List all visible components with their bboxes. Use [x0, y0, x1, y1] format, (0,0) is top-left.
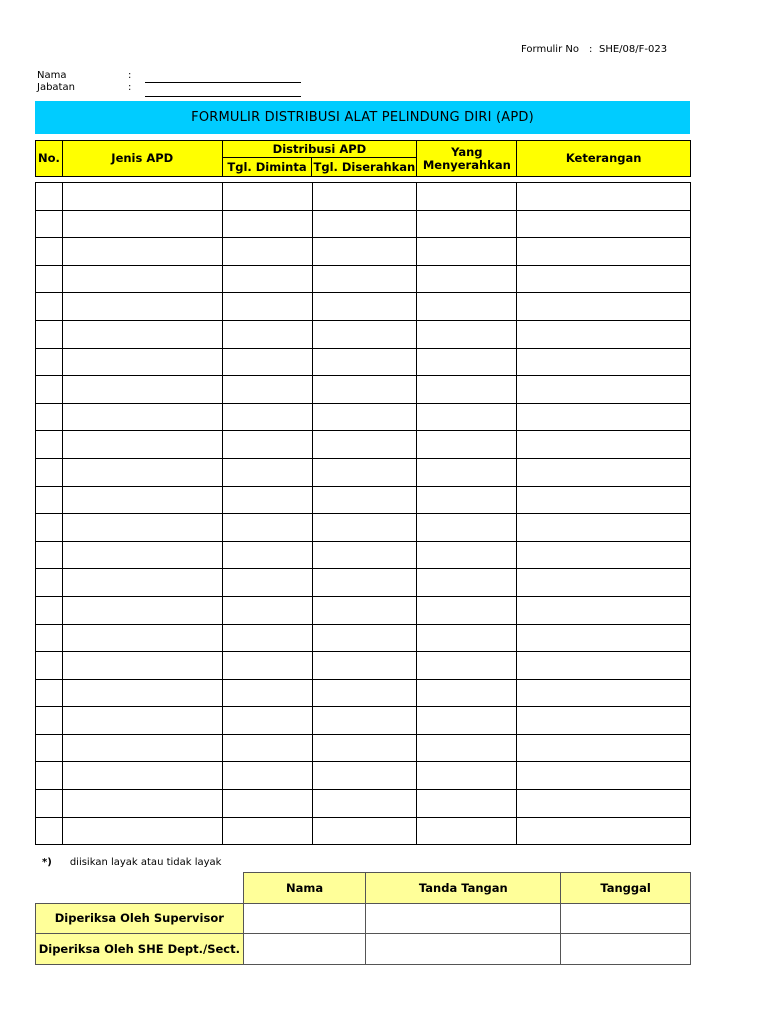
cell-no[interactable] [36, 652, 63, 680]
table-row [36, 679, 691, 707]
cell-tgl-diminta[interactable] [222, 596, 312, 624]
cell-no[interactable] [36, 376, 63, 404]
table-row [36, 817, 691, 845]
cell-tgl-diminta[interactable] [222, 210, 312, 238]
cell-tgl-diminta[interactable] [222, 293, 312, 321]
cell-tgl-diserahkan[interactable] [312, 679, 417, 707]
cell-yang-menyerahkan[interactable] [417, 817, 517, 845]
distribution-table-header [35, 140, 691, 177]
cell-jenis-apd[interactable] [62, 679, 222, 707]
cell-yang-menyerahkan[interactable] [417, 541, 517, 569]
table-row [36, 238, 691, 266]
cell-tgl-diminta[interactable] [222, 652, 312, 680]
cell-tgl-diserahkan[interactable] [312, 652, 417, 680]
cell-no[interactable] [36, 458, 63, 486]
header-jenis-apd: Jenis APD [62, 141, 222, 177]
cell-tgl-diserahkan[interactable] [312, 569, 417, 597]
cell-tgl-diserahkan[interactable] [312, 238, 417, 266]
cell-yang-menyerahkan[interactable] [417, 210, 517, 238]
cell-yang-menyerahkan[interactable] [417, 183, 517, 211]
cell-tgl-diserahkan[interactable] [312, 541, 417, 569]
cell-keterangan[interactable] [517, 265, 691, 293]
table-row [36, 210, 691, 238]
cell-no[interactable] [36, 293, 63, 321]
cell-yang-menyerahkan[interactable] [417, 734, 517, 762]
cell-yang-menyerahkan[interactable] [417, 320, 517, 348]
cell-tgl-diminta[interactable] [222, 790, 312, 818]
cell-tgl-diserahkan[interactable] [312, 734, 417, 762]
table-row [36, 458, 691, 486]
header-no: No. [36, 141, 63, 177]
table-row [36, 569, 691, 597]
cell-tgl-diserahkan[interactable] [312, 183, 417, 211]
cell-tgl-diserahkan[interactable] [312, 403, 417, 431]
cell-keterangan[interactable] [517, 679, 691, 707]
footnote-marker: *) [42, 857, 52, 868]
cell-tgl-diminta[interactable] [222, 762, 312, 790]
cell-yang-menyerahkan[interactable] [417, 679, 517, 707]
header-distribusi-apd: Distribusi APD [222, 141, 417, 158]
she-nama-cell[interactable] [243, 934, 366, 965]
cell-jenis-apd[interactable] [62, 707, 222, 735]
cell-tgl-diminta[interactable] [222, 817, 312, 845]
cell-keterangan[interactable] [517, 514, 691, 542]
signature-corner [36, 873, 244, 904]
cell-keterangan[interactable] [517, 762, 691, 790]
nama-label: Nama [37, 70, 67, 81]
cell-keterangan[interactable] [517, 403, 691, 431]
cell-tgl-diserahkan[interactable] [312, 486, 417, 514]
supervisor-tanggal-cell[interactable] [561, 904, 691, 934]
cell-tgl-diserahkan[interactable] [312, 596, 417, 624]
cell-yang-menyerahkan[interactable] [417, 514, 517, 542]
cell-keterangan[interactable] [517, 320, 691, 348]
cell-tgl-diserahkan[interactable] [312, 210, 417, 238]
cell-tgl-diserahkan[interactable] [312, 320, 417, 348]
cell-tgl-diserahkan[interactable] [312, 348, 417, 376]
signature-header-tanda-tangan: Tanda Tangan [366, 873, 561, 904]
cell-keterangan[interactable] [517, 734, 691, 762]
cell-tgl-diserahkan[interactable] [312, 376, 417, 404]
cell-no[interactable] [36, 238, 63, 266]
cell-tgl-diserahkan[interactable] [312, 293, 417, 321]
cell-yang-menyerahkan[interactable] [417, 707, 517, 735]
cell-tgl-diminta[interactable] [222, 183, 312, 211]
cell-tgl-diserahkan[interactable] [312, 265, 417, 293]
cell-no[interactable] [36, 183, 63, 211]
form-number-label: Formulir No [521, 44, 579, 55]
cell-no[interactable] [36, 431, 63, 459]
cell-tgl-diminta[interactable] [222, 734, 312, 762]
cell-no[interactable] [36, 734, 63, 762]
signature-row-supervisor: Diperiksa Oleh Supervisor [36, 904, 244, 934]
cell-tgl-diminta[interactable] [222, 376, 312, 404]
header-yang-menyerahkan: Yang Menyerahkan [417, 141, 517, 177]
table-row [36, 514, 691, 542]
cell-keterangan[interactable] [517, 624, 691, 652]
cell-tgl-diminta[interactable] [222, 541, 312, 569]
cell-no[interactable] [36, 762, 63, 790]
cell-jenis-apd[interactable] [62, 569, 222, 597]
signature-header-tanggal: Tanggal [561, 873, 691, 904]
cell-jenis-apd[interactable] [62, 348, 222, 376]
jabatan-colon: : [128, 82, 132, 93]
cell-jenis-apd[interactable] [62, 238, 222, 266]
form-number-value: SHE/08/F-023 [599, 44, 668, 55]
cell-jenis-apd[interactable] [62, 376, 222, 404]
cell-no[interactable] [36, 320, 63, 348]
cell-yang-menyerahkan[interactable] [417, 265, 517, 293]
cell-keterangan[interactable] [517, 541, 691, 569]
cell-no[interactable] [36, 817, 63, 845]
table-row [36, 403, 691, 431]
signature-table [35, 872, 691, 965]
cell-tgl-diserahkan[interactable] [312, 624, 417, 652]
cell-jenis-apd[interactable] [62, 403, 222, 431]
cell-jenis-apd[interactable] [62, 210, 222, 238]
cell-no[interactable] [36, 265, 63, 293]
table-row [36, 541, 691, 569]
cell-jenis-apd[interactable] [62, 817, 222, 845]
cell-jenis-apd[interactable] [62, 541, 222, 569]
supervisor-tanda-tangan-cell[interactable] [366, 904, 561, 934]
cell-no[interactable] [36, 514, 63, 542]
she-tanda-tangan-cell[interactable] [366, 934, 561, 965]
cell-yang-menyerahkan[interactable] [417, 624, 517, 652]
cell-keterangan[interactable] [517, 210, 691, 238]
cell-tgl-diserahkan[interactable] [312, 514, 417, 542]
cell-no[interactable] [36, 624, 63, 652]
signature-row-she: Diperiksa Oleh SHE Dept./Sect. [36, 934, 244, 965]
cell-keterangan[interactable] [517, 348, 691, 376]
table-row [36, 624, 691, 652]
cell-keterangan[interactable] [517, 238, 691, 266]
cell-jenis-apd[interactable] [62, 431, 222, 459]
distribution-table-body [35, 182, 691, 845]
cell-tgl-diserahkan[interactable] [312, 762, 417, 790]
cell-no[interactable] [36, 348, 63, 376]
table-row [36, 320, 691, 348]
table-row [36, 652, 691, 680]
footnote-text: diisikan layak atau tidak layak [69, 857, 222, 868]
cell-yang-menyerahkan[interactable] [417, 376, 517, 404]
table-row [36, 265, 691, 293]
cell-yang-menyerahkan[interactable] [417, 596, 517, 624]
cell-yang-menyerahkan[interactable] [417, 790, 517, 818]
table-row [36, 790, 691, 818]
cell-tgl-diminta[interactable] [222, 265, 312, 293]
cell-keterangan[interactable] [517, 183, 691, 211]
cell-keterangan[interactable] [517, 790, 691, 818]
cell-yang-menyerahkan[interactable] [417, 403, 517, 431]
cell-no[interactable] [36, 596, 63, 624]
cell-yang-menyerahkan[interactable] [417, 458, 517, 486]
cell-tgl-diminta[interactable] [222, 569, 312, 597]
cell-no[interactable] [36, 790, 63, 818]
table-row [36, 376, 691, 404]
nama-field[interactable] [145, 82, 301, 83]
table-row [36, 183, 691, 211]
cell-keterangan[interactable] [517, 376, 691, 404]
cell-tgl-diminta[interactable] [222, 403, 312, 431]
she-tanggal-cell[interactable] [561, 934, 691, 965]
cell-no[interactable] [36, 541, 63, 569]
cell-no[interactable] [36, 679, 63, 707]
cell-tgl-diminta[interactable] [222, 320, 312, 348]
cell-yang-menyerahkan[interactable] [417, 238, 517, 266]
cell-tgl-diminta[interactable] [222, 348, 312, 376]
form-title-bar [35, 101, 690, 134]
cell-tgl-diminta[interactable] [222, 624, 312, 652]
cell-jenis-apd[interactable] [62, 320, 222, 348]
cell-jenis-apd[interactable] [62, 293, 222, 321]
cell-yang-menyerahkan[interactable] [417, 293, 517, 321]
cell-keterangan[interactable] [517, 817, 691, 845]
cell-tgl-diserahkan[interactable] [312, 431, 417, 459]
cell-yang-menyerahkan[interactable] [417, 569, 517, 597]
cell-jenis-apd[interactable] [62, 458, 222, 486]
jabatan-field[interactable] [145, 96, 301, 97]
form-number-colon: : [589, 44, 593, 55]
table-row [36, 348, 691, 376]
cell-tgl-diserahkan[interactable] [312, 817, 417, 845]
cell-no[interactable] [36, 569, 63, 597]
cell-yang-menyerahkan[interactable] [417, 652, 517, 680]
cell-jenis-apd[interactable] [62, 514, 222, 542]
cell-jenis-apd[interactable] [62, 652, 222, 680]
header-tgl-diserahkan: Tgl. Diserahkan [312, 158, 417, 177]
signature-header-nama: Nama [243, 873, 366, 904]
cell-jenis-apd[interactable] [62, 790, 222, 818]
cell-yang-menyerahkan[interactable] [417, 486, 517, 514]
cell-keterangan[interactable] [517, 569, 691, 597]
cell-tgl-diminta[interactable] [222, 514, 312, 542]
cell-keterangan[interactable] [517, 596, 691, 624]
cell-no[interactable] [36, 486, 63, 514]
cell-tgl-diserahkan[interactable] [312, 458, 417, 486]
cell-jenis-apd[interactable] [62, 762, 222, 790]
table-row [36, 431, 691, 459]
cell-keterangan[interactable] [517, 707, 691, 735]
cell-tgl-diminta[interactable] [222, 679, 312, 707]
cell-tgl-diminta[interactable] [222, 431, 312, 459]
table-row [36, 596, 691, 624]
cell-jenis-apd[interactable] [62, 265, 222, 293]
cell-jenis-apd[interactable] [62, 486, 222, 514]
cell-keterangan[interactable] [517, 431, 691, 459]
cell-tgl-diminta[interactable] [222, 458, 312, 486]
footnote [42, 857, 221, 868]
cell-tgl-diserahkan[interactable] [312, 790, 417, 818]
table-row [36, 486, 691, 514]
cell-no[interactable] [36, 707, 63, 735]
jabatan-label: Jabatan [37, 82, 75, 93]
header-keterangan: Keterangan [517, 141, 691, 177]
nama-colon: : [128, 70, 132, 81]
cell-no[interactable] [36, 403, 63, 431]
table-row [36, 734, 691, 762]
supervisor-nama-cell[interactable] [243, 904, 366, 934]
cell-keterangan[interactable] [517, 486, 691, 514]
cell-yang-menyerahkan[interactable] [417, 431, 517, 459]
cell-tgl-diminta[interactable] [222, 707, 312, 735]
form-title: FORMULIR DISTRIBUSI ALAT PELINDUNG DIRI (APD) [191, 110, 534, 125]
cell-yang-menyerahkan[interactable] [417, 762, 517, 790]
cell-jenis-apd[interactable] [62, 734, 222, 762]
cell-jenis-apd[interactable] [62, 596, 222, 624]
cell-no[interactable] [36, 210, 63, 238]
cell-keterangan[interactable] [517, 293, 691, 321]
cell-yang-menyerahkan[interactable] [417, 348, 517, 376]
cell-keterangan[interactable] [517, 652, 691, 680]
cell-keterangan[interactable] [517, 458, 691, 486]
cell-jenis-apd[interactable] [62, 183, 222, 211]
cell-jenis-apd[interactable] [62, 624, 222, 652]
table-row [36, 707, 691, 735]
cell-tgl-diserahkan[interactable] [312, 707, 417, 735]
table-row [36, 293, 691, 321]
header-tgl-diminta: Tgl. Diminta [222, 158, 312, 177]
cell-tgl-diminta[interactable] [222, 486, 312, 514]
table-row [36, 762, 691, 790]
cell-tgl-diminta[interactable] [222, 238, 312, 266]
